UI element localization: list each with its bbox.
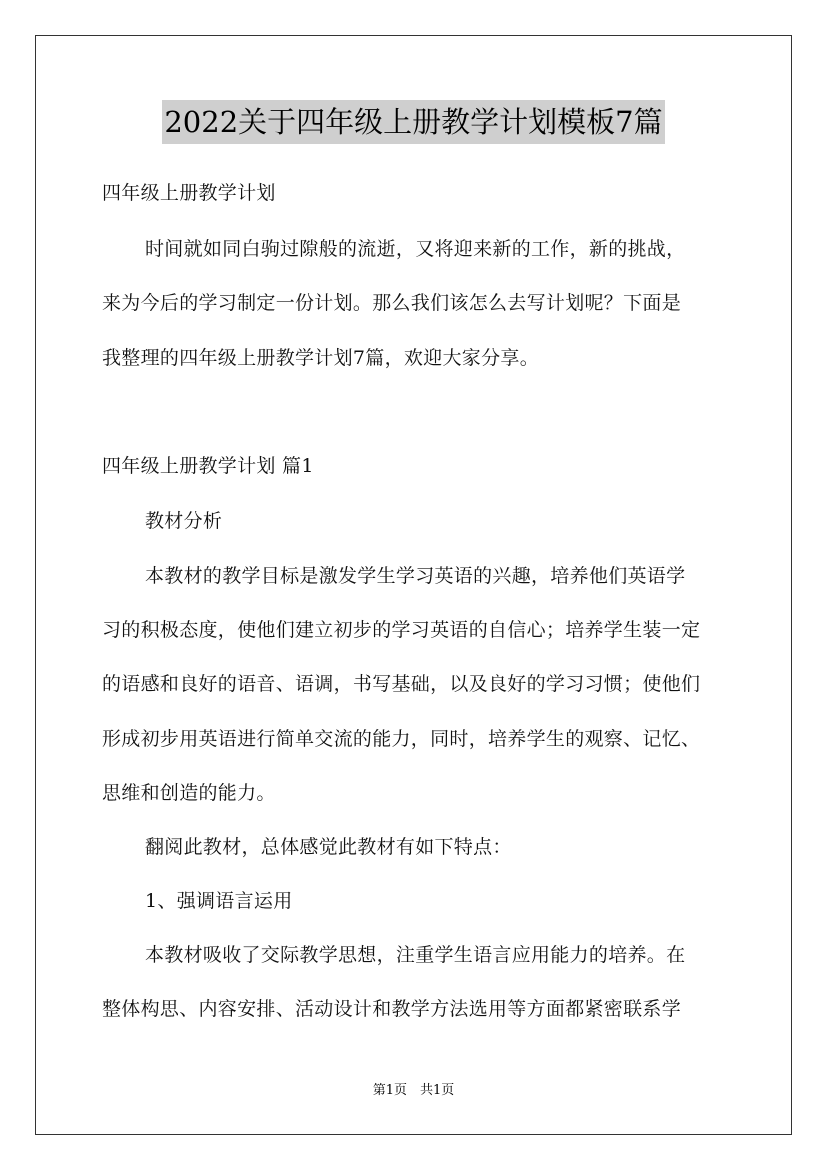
paragraph-line: 翻阅此教材，总体感觉此教材有如下特点： xyxy=(145,836,512,858)
paragraph-line: 思维和创造的能力。 xyxy=(102,782,276,804)
section-heading: 四年级上册教学计划 xyxy=(102,182,276,204)
paragraph-line: 形成初步用英语进行简单交流的能力，同时，培养学生的观察、记忆、 xyxy=(102,728,701,750)
title-container xyxy=(0,100,827,144)
page-number: 第1页 共1页 xyxy=(372,1083,455,1098)
section-heading: 四年级上册教学计划 篇1 xyxy=(102,455,314,477)
paragraph-line: 时间就如同白驹过隙般的流逝，又将迎来新的工作，新的挑战， xyxy=(145,238,686,260)
paragraph-line: 本教材的教学目标是激发学生学习英语的兴趣，培养他们英语学 xyxy=(145,565,686,587)
subheading: 1、强调语言运用 xyxy=(145,890,293,912)
paragraph-line: 习的积极态度，使他们建立初步的学习英语的自信心；培养学生装一定 xyxy=(102,619,701,641)
paragraph-line: 本教材吸收了交际教学思想，注重学生语言应用能力的培养。在 xyxy=(145,944,686,966)
paragraph-line: 整体构思、内容安排、活动设计和教学方法选用等方面都紧密联系学 xyxy=(102,998,682,1020)
paragraph-line: 的语感和良好的语音、语调，书写基础，以及良好的学习习惯；使他们 xyxy=(102,673,701,695)
paragraph-line: 我整理的四年级上册教学计划7篇，欢迎大家分享。 xyxy=(102,347,539,369)
subheading: 教材分析 xyxy=(145,510,223,532)
document-title: 2022关于四年级上册教学计划模板7篇 xyxy=(162,100,664,144)
paragraph-line: 来为今后的学习制定一份计划。那么我们该怎么去写计划呢？下面是 xyxy=(102,292,682,314)
